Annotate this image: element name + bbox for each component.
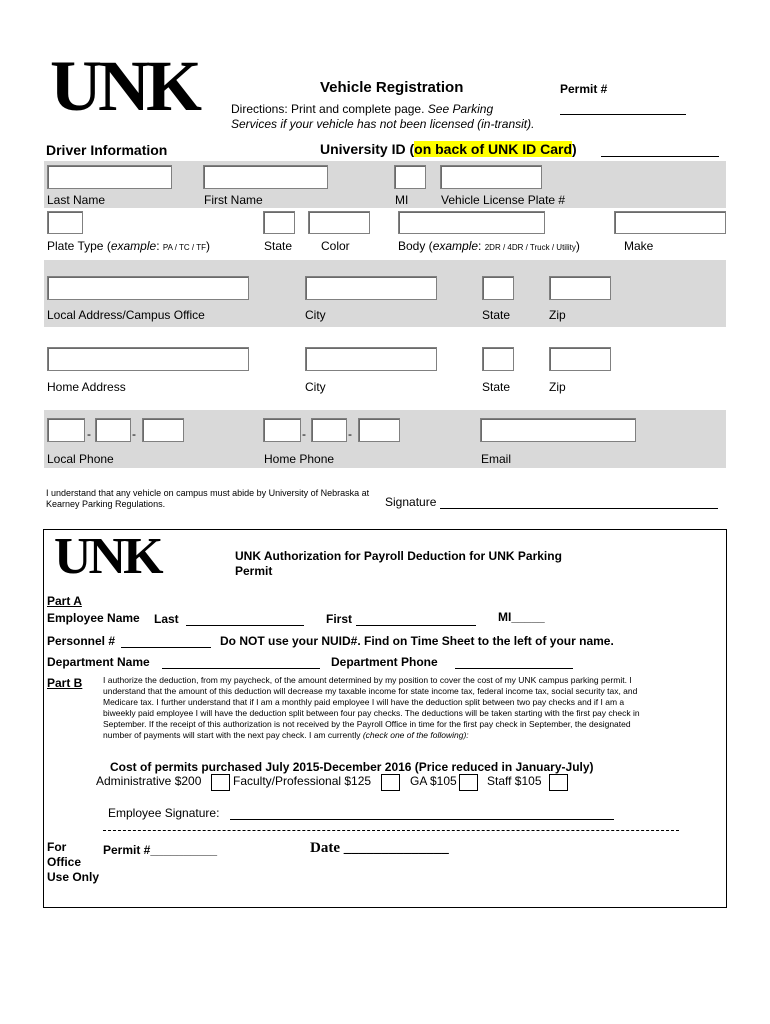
faculty-checkbox[interactable] — [381, 774, 400, 791]
home-phone-area[interactable] — [263, 418, 301, 442]
signature-label: Signature — [385, 495, 437, 509]
body-colon: : — [478, 239, 485, 253]
auth-line-4: biweekly paid employee I will have the deduction split between four pay checks. The deductions will be taken starting with the first pay check in — [103, 708, 640, 718]
plate-field[interactable] — [440, 165, 542, 189]
employee-last-line[interactable] — [186, 625, 304, 626]
university-id-line[interactable] — [601, 156, 719, 157]
home-phone-dash-2: - — [348, 427, 352, 441]
ga-option-label: GA $105 — [410, 774, 457, 788]
admin-option-label: Administrative $200 — [96, 774, 202, 788]
directions-italic-2: Services if your vehicle has not been licensed (in-transit). — [231, 117, 535, 131]
body-label — [398, 239, 580, 253]
payroll-title-1: UNK Authorization for Payroll Deduction for UNK Parking — [235, 549, 562, 563]
mi-field[interactable] — [394, 165, 426, 189]
local-zip-field[interactable] — [549, 276, 611, 300]
plate-label: Vehicle License Plate # — [441, 193, 566, 207]
email-label: Email — [481, 452, 512, 466]
part-a-label: Part A — [47, 594, 82, 608]
office-divider — [103, 830, 679, 831]
home-phone-label: Home Phone — [264, 452, 335, 466]
faculty-option-label: Faculty/Professional $125 — [233, 774, 372, 788]
local-phone-prefix[interactable] — [95, 418, 131, 442]
agreement-line-1: I understand that any vehicle on campus must abide by University of Nebraska at — [46, 488, 370, 498]
local-state-field[interactable] — [482, 276, 514, 300]
local-city-field[interactable] — [305, 276, 437, 300]
body-values: 2DR / 4DR / Truck / Utility — [484, 243, 576, 252]
home-city-label: City — [305, 380, 326, 394]
unk-logo: UNK — [50, 46, 198, 126]
plate-type-close: ) — [205, 239, 210, 253]
authorization-text — [103, 675, 713, 741]
permit-label: Permit # — [560, 82, 608, 96]
email-field[interactable] — [480, 418, 636, 442]
plate-type-text: Plate Type ( — [47, 239, 111, 253]
directions-plain: Directions: Print and complete page. — [231, 102, 428, 116]
color-field[interactable] — [308, 211, 370, 234]
vehicle-state-label: State — [264, 239, 293, 253]
local-zip-label: Zip — [549, 308, 566, 322]
body-field[interactable] — [398, 211, 545, 234]
home-state-field[interactable] — [482, 347, 514, 371]
signature-line[interactable] — [440, 508, 718, 509]
body-close: ) — [575, 239, 580, 253]
plate-type-colon: : — [156, 239, 163, 253]
office-date-field[interactable]: Date ______________ — [310, 840, 449, 856]
admin-checkbox[interactable] — [211, 774, 230, 791]
local-address-label: Local Address/Campus Office — [47, 308, 205, 322]
local-phone-dash-1: - — [87, 427, 91, 441]
payroll-title-2: Permit — [235, 564, 273, 578]
local-state-label: State — [482, 308, 511, 322]
state-field-vehicle[interactable] — [263, 211, 295, 234]
uid-prefix: University ID ( — [320, 141, 415, 157]
department-name-line[interactable] — [162, 668, 320, 669]
directions — [231, 102, 534, 132]
home-phone-line[interactable] — [358, 418, 400, 442]
home-address-label: Home Address — [47, 380, 126, 394]
employee-signature-line[interactable] — [230, 819, 614, 820]
university-id-label — [320, 141, 577, 157]
local-phone-label: Local Phone — [47, 452, 114, 466]
employee-signature-label: Employee Signature: — [108, 806, 220, 820]
color-label: Color — [321, 239, 350, 253]
plate-type-values: PA / TC / TF — [162, 243, 206, 252]
personnel-label: Personnel # — [47, 634, 116, 648]
body-example: example — [432, 239, 479, 253]
first-name-field[interactable] — [203, 165, 328, 189]
office-use-3: Use Only — [47, 870, 100, 884]
last-name-label: Last Name — [47, 193, 106, 207]
uid-suffix: ) — [572, 141, 577, 157]
home-phone-prefix[interactable] — [311, 418, 347, 442]
make-label: Make — [624, 239, 654, 253]
plate-type-label — [47, 239, 210, 253]
payroll-title — [235, 549, 562, 579]
first-label: First — [326, 612, 353, 626]
local-phone-area[interactable] — [47, 418, 85, 442]
unk-logo-small: UNK — [54, 528, 161, 585]
auth-line-6-plain: number of payments will start with the next pay check. I am currently — [103, 730, 363, 740]
local-city-label: City — [305, 308, 326, 322]
home-zip-label: Zip — [549, 380, 566, 394]
permit-line[interactable] — [560, 114, 686, 115]
employee-first-line[interactable] — [356, 625, 476, 626]
home-address-field[interactable] — [47, 347, 249, 371]
last-name-field[interactable] — [47, 165, 172, 189]
nuid-note: Do NOT use your NUID#. Find on Time Sheet to the left of your name. — [220, 634, 614, 648]
last-label: Last — [154, 612, 179, 626]
department-name-label: Department Name — [47, 655, 150, 669]
home-state-label: State — [482, 380, 511, 394]
plate-type-field[interactable] — [47, 211, 83, 234]
personnel-line[interactable] — [121, 647, 211, 648]
first-name-label: First Name — [204, 193, 263, 207]
plate-type-example: example — [110, 239, 157, 253]
local-address-field[interactable] — [47, 276, 249, 300]
office-use-2: Office — [47, 855, 82, 869]
driver-info-heading: Driver Information — [46, 142, 168, 158]
local-phone-dash-2: - — [132, 427, 136, 441]
home-phone-dash-1: - — [302, 427, 306, 441]
department-phone-label: Department Phone — [331, 655, 438, 669]
body-text: Body ( — [398, 239, 433, 253]
employee-name-label: Employee Name — [47, 611, 140, 625]
auth-line-6 — [103, 730, 713, 741]
local-phone-line[interactable] — [142, 418, 184, 442]
office-permit-field[interactable]: Permit #__________ — [103, 843, 218, 857]
office-use-1: For — [47, 840, 67, 854]
ga-checkbox[interactable] — [459, 774, 478, 791]
home-city-field[interactable] — [305, 347, 437, 371]
make-field[interactable] — [614, 211, 726, 234]
auth-line-5: September. If the receipt of this authorization is not received by the Payroll Office in time for the first pay check in September, the designated — [103, 719, 631, 729]
mi-payroll-label[interactable]: MI_____ — [498, 610, 545, 624]
auth-line-2: understand that the amount of this deduction will decrease my taxable income for state income tax, federal income tax, social security tax, and — [103, 686, 638, 696]
staff-checkbox[interactable] — [549, 774, 568, 791]
auth-line-6-italic: (check one of the following): — [362, 730, 469, 740]
directions-italic-1: See Parking — [427, 102, 494, 116]
staff-option-label: Staff $105 — [487, 774, 542, 788]
auth-line-1: I authorize the deduction, from my paycheck, of the amount determined by my position to cover the cost of my UNK campus parking permit. I — [103, 675, 632, 685]
agreement-text — [46, 488, 369, 510]
uid-highlight: on back of UNK ID Card — [414, 141, 573, 157]
office-use-label — [47, 840, 99, 885]
agreement-line-2: Kearney Parking Regulations. — [46, 499, 166, 509]
form-title: Vehicle Registration — [320, 79, 464, 96]
mi-label: MI — [395, 193, 409, 207]
part-b-label: Part B — [47, 676, 83, 690]
home-zip-field[interactable] — [549, 347, 611, 371]
department-phone-line[interactable] — [455, 668, 573, 669]
cost-heading: Cost of permits purchased July 2015-December 2016 (Price reduced in January-July) — [110, 760, 594, 774]
auth-line-3: Medicare tax. I further understand that if I am a monthly paid employee I will have the deduction split between two pay checks and if I am a — [103, 697, 625, 707]
